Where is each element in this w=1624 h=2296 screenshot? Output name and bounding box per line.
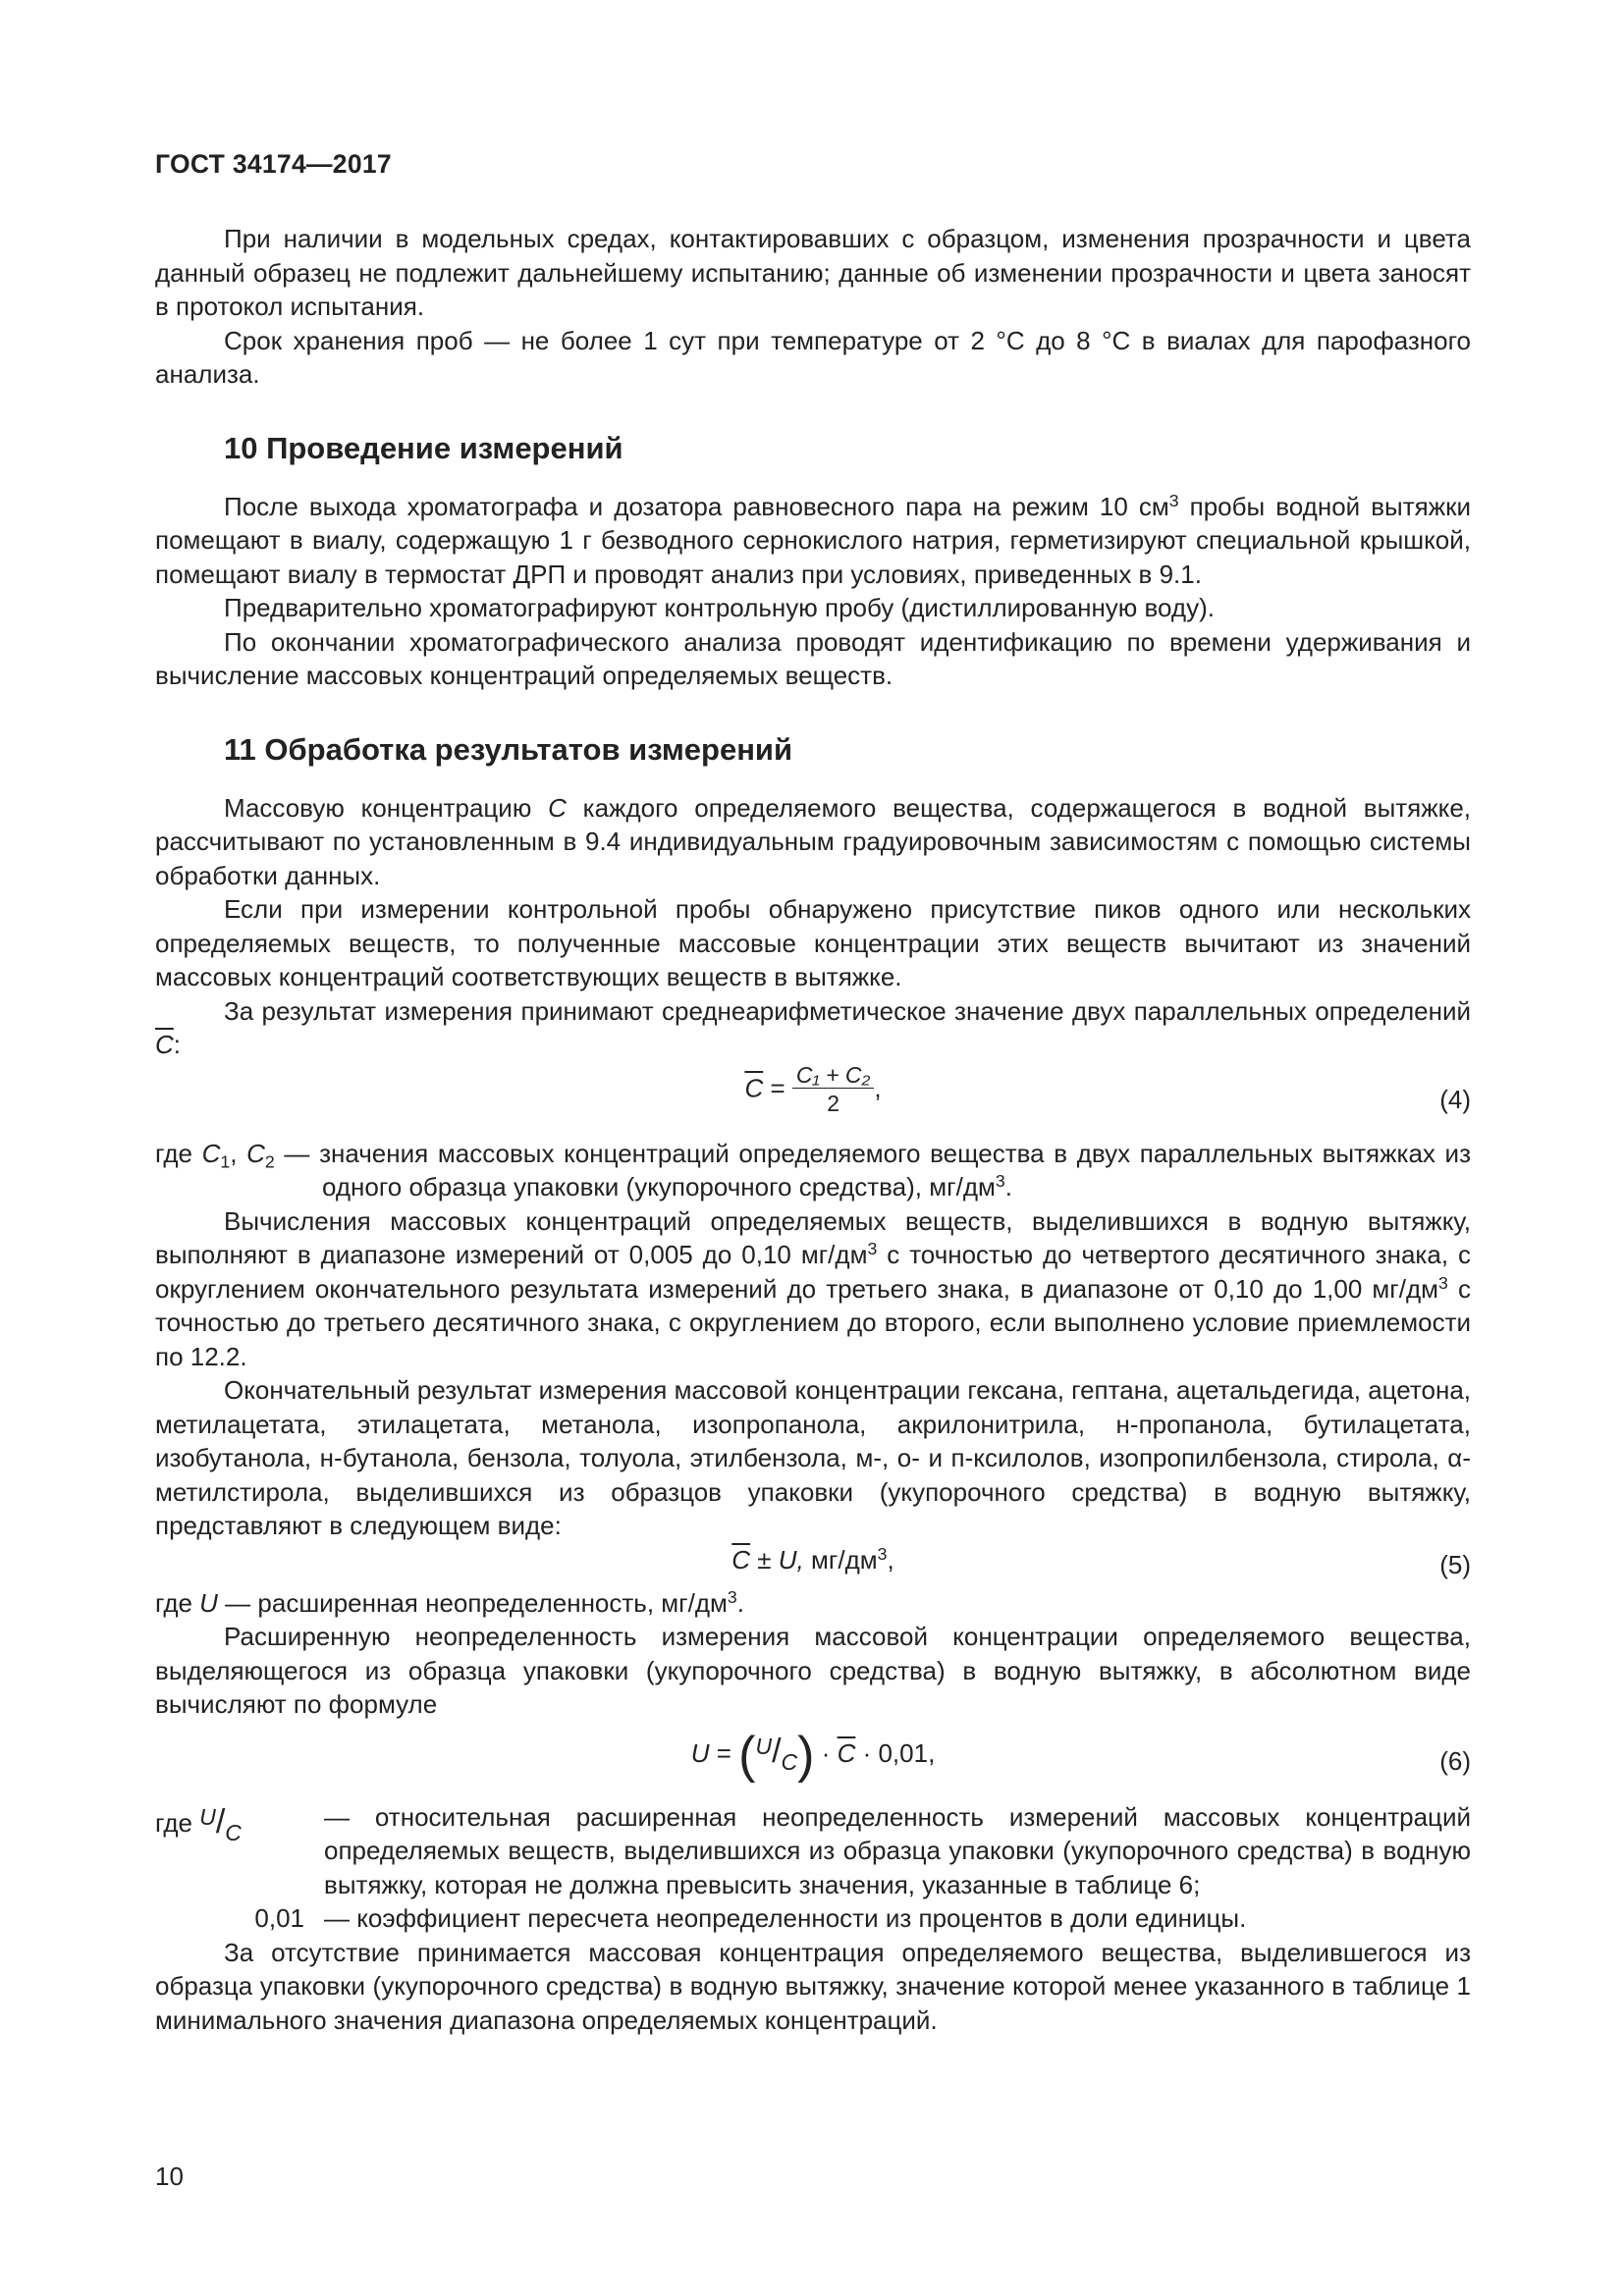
section-11-paragraph-7: За отсутствие принимается массовая концентрация определяемого вещества, выделившегося из образца упаковки (укупорочного средства) в водную вытяжку, значение которой менее указанного в таблице 1 минимального значения диапазона определяемых концентраций. [155,1937,1471,2035]
document-body [155,222,1471,2037]
formula-6-relative-uncertainty: U/C [755,1733,798,1776]
formula-6-definition-key-2: 0,01 [254,1903,304,1933]
formula-4: $\overline{C}$ = $\frac{\text{C₁ + C₂}}{2}$ , (4) [744,1061,1471,1116]
section-11-paragraph-3: За результат измерения принимают среднеарифметическое значение двух параллельных определений $\overline{C}$: [155,995,1471,1059]
formula-4-lhs: $\overline{C}$ [744,1072,764,1102]
formula-4-fraction: $\frac{\text{C₁ + C₂}}{2}$ [792,1062,874,1118]
section-11-paragraph-1: Массовую концентрацию С каждого определяемого вещества, содержащегося в водной вытяжке, рассчитывают по установленным в 9.4 индивидуальным градуировочным зависимостям с помощью системы обработки данных. [155,792,1471,890]
section-10-paragraph-1: После выхода хроматографа и дозатора равновесного пара на режим 10 $см^3$ пробы водной вытяжки помещают в виалу, содержащую 1 г безводного сернокислого натрия, герметизируют специальной крышкой, помещают виалу в термостат ДРП и проводят анализ при условиях, приведенных в 9.1. [155,490,1471,589]
formula-4-number: (4) [1439,1084,1471,1114]
intro-paragraph-1: При наличии в модельных средах, контактировавших с образцом, изменения прозрачности и цвета данный образец не подлежит дальнейшему испытанию; данные об изменении прозрачности и цвета заносят в протокол испытания. [155,224,1471,321]
formula-5: $\overline{C} \pm U$, $мг/дм^3$, (5) [155,1543,1471,1586]
formula-5-definition: где U — расширенная неопределенность, $мг/дм^3$. [155,1586,744,1618]
section-11-paragraph-2: Если при измерении контрольной пробы обнаружено присутствие пиков одного или нескольких определяемых веществ, то полученные массовые концентрации этих веществ вычитают из значений массовых концентраций соответствующих веществ в вытяжке. [155,894,1471,991]
formula-4-definition: где $C_1$, $C_2$ — значения массовых концентраций определяемого вещества в двух параллельных вытяжках из одного образца упаковки (укупорочного средства), $мг/дм^3$. [155,1138,1472,1201]
formula-6-definition-text-2: — коэффициент пересчета неопределенности из процентов в доли единицы. [324,1903,1247,1933]
formula-6-definitions [155,1800,1471,1936]
section-11-paragraph-4: Вычисления массовых концентраций определяемых веществ, выделившихся в водную вытяжку, выполняют в диапазоне измерений от 0,005 до 0,10 $мг/дм^3$ с точностью до четвертого десятичного знака, с округлением окончательного результата измерений до третьего знака, в диапазоне от 0,10 до 1,00 $мг/дм^3$ с точностью до третьего десятичного знака, с округлением до второго, если выполнено условие приемлемости по 12.2. [155,1205,1471,1371]
section-10-paragraph-2: Предварительно хроматографируют контрольную пробу (дистиллированную воду). [224,593,1215,622]
section-10-paragraph-3: По окончании хроматографического анализа проводят идентификацию по времени удерживания и вычисление массовых концентраций определяемых веществ. [155,626,1471,690]
section-11-title: 11 Обработка результатов измерений [224,731,793,767]
formula-6-definition-text-1: — относительная расширенная неопределенность измерений массовых концентраций определяемых веществ, выделившихся из образца упаковки (укупорочного средства) в водную вытяжку, которая не должна превысить значения, указанные в таблице 6; [324,1801,1471,1899]
section-10-title: 10 Проведение измерений [224,430,623,465]
document-standard-code: ГОСТ 34174—2017 [155,149,392,179]
section-11-paragraph-5: Окончательный результат измерения массовой концентрации гексана, гептана, ацетальдегида, ацетона, метилацетата, этилацетата, метанола, изопропанола, акрилонитрила, н-пропанола, бутилацетата, изобутанола, н-бутанола, бензола, толуола, этилбензола, м-, о- и п-ксилолов, изопропилбензола, стирола, α-метилстирола, выделившихся из образцов упаковки (укупорочного средства) в водную вытяжку, представляют в следующем виде: [155,1375,1471,1540]
page-number: 10 [155,2162,184,2191]
intro-paragraph-2: Срок хранения проб — не более 1 сут при температуре от 2 °С до 8 °С в виалах для парофазного анализа. [155,325,1471,389]
formula-5-number: (5) [1439,1549,1471,1579]
formula-6: $U = (U/C) \cdot \overline{C} \cdot 0,01$, (6) [690,1726,1471,1784]
formula-6-definition-key-1: где U/C [155,1802,242,1845]
section-11-paragraph-6: Расширенную неопределенность измерения массовой концентрации определяемого вещества, выделяющегося из образца упаковки (укупорочного средства) в водную вытяжку, в абсолютном виде вычисляют по формуле [155,1622,1471,1719]
formula-6-number: (6) [1439,1745,1471,1776]
